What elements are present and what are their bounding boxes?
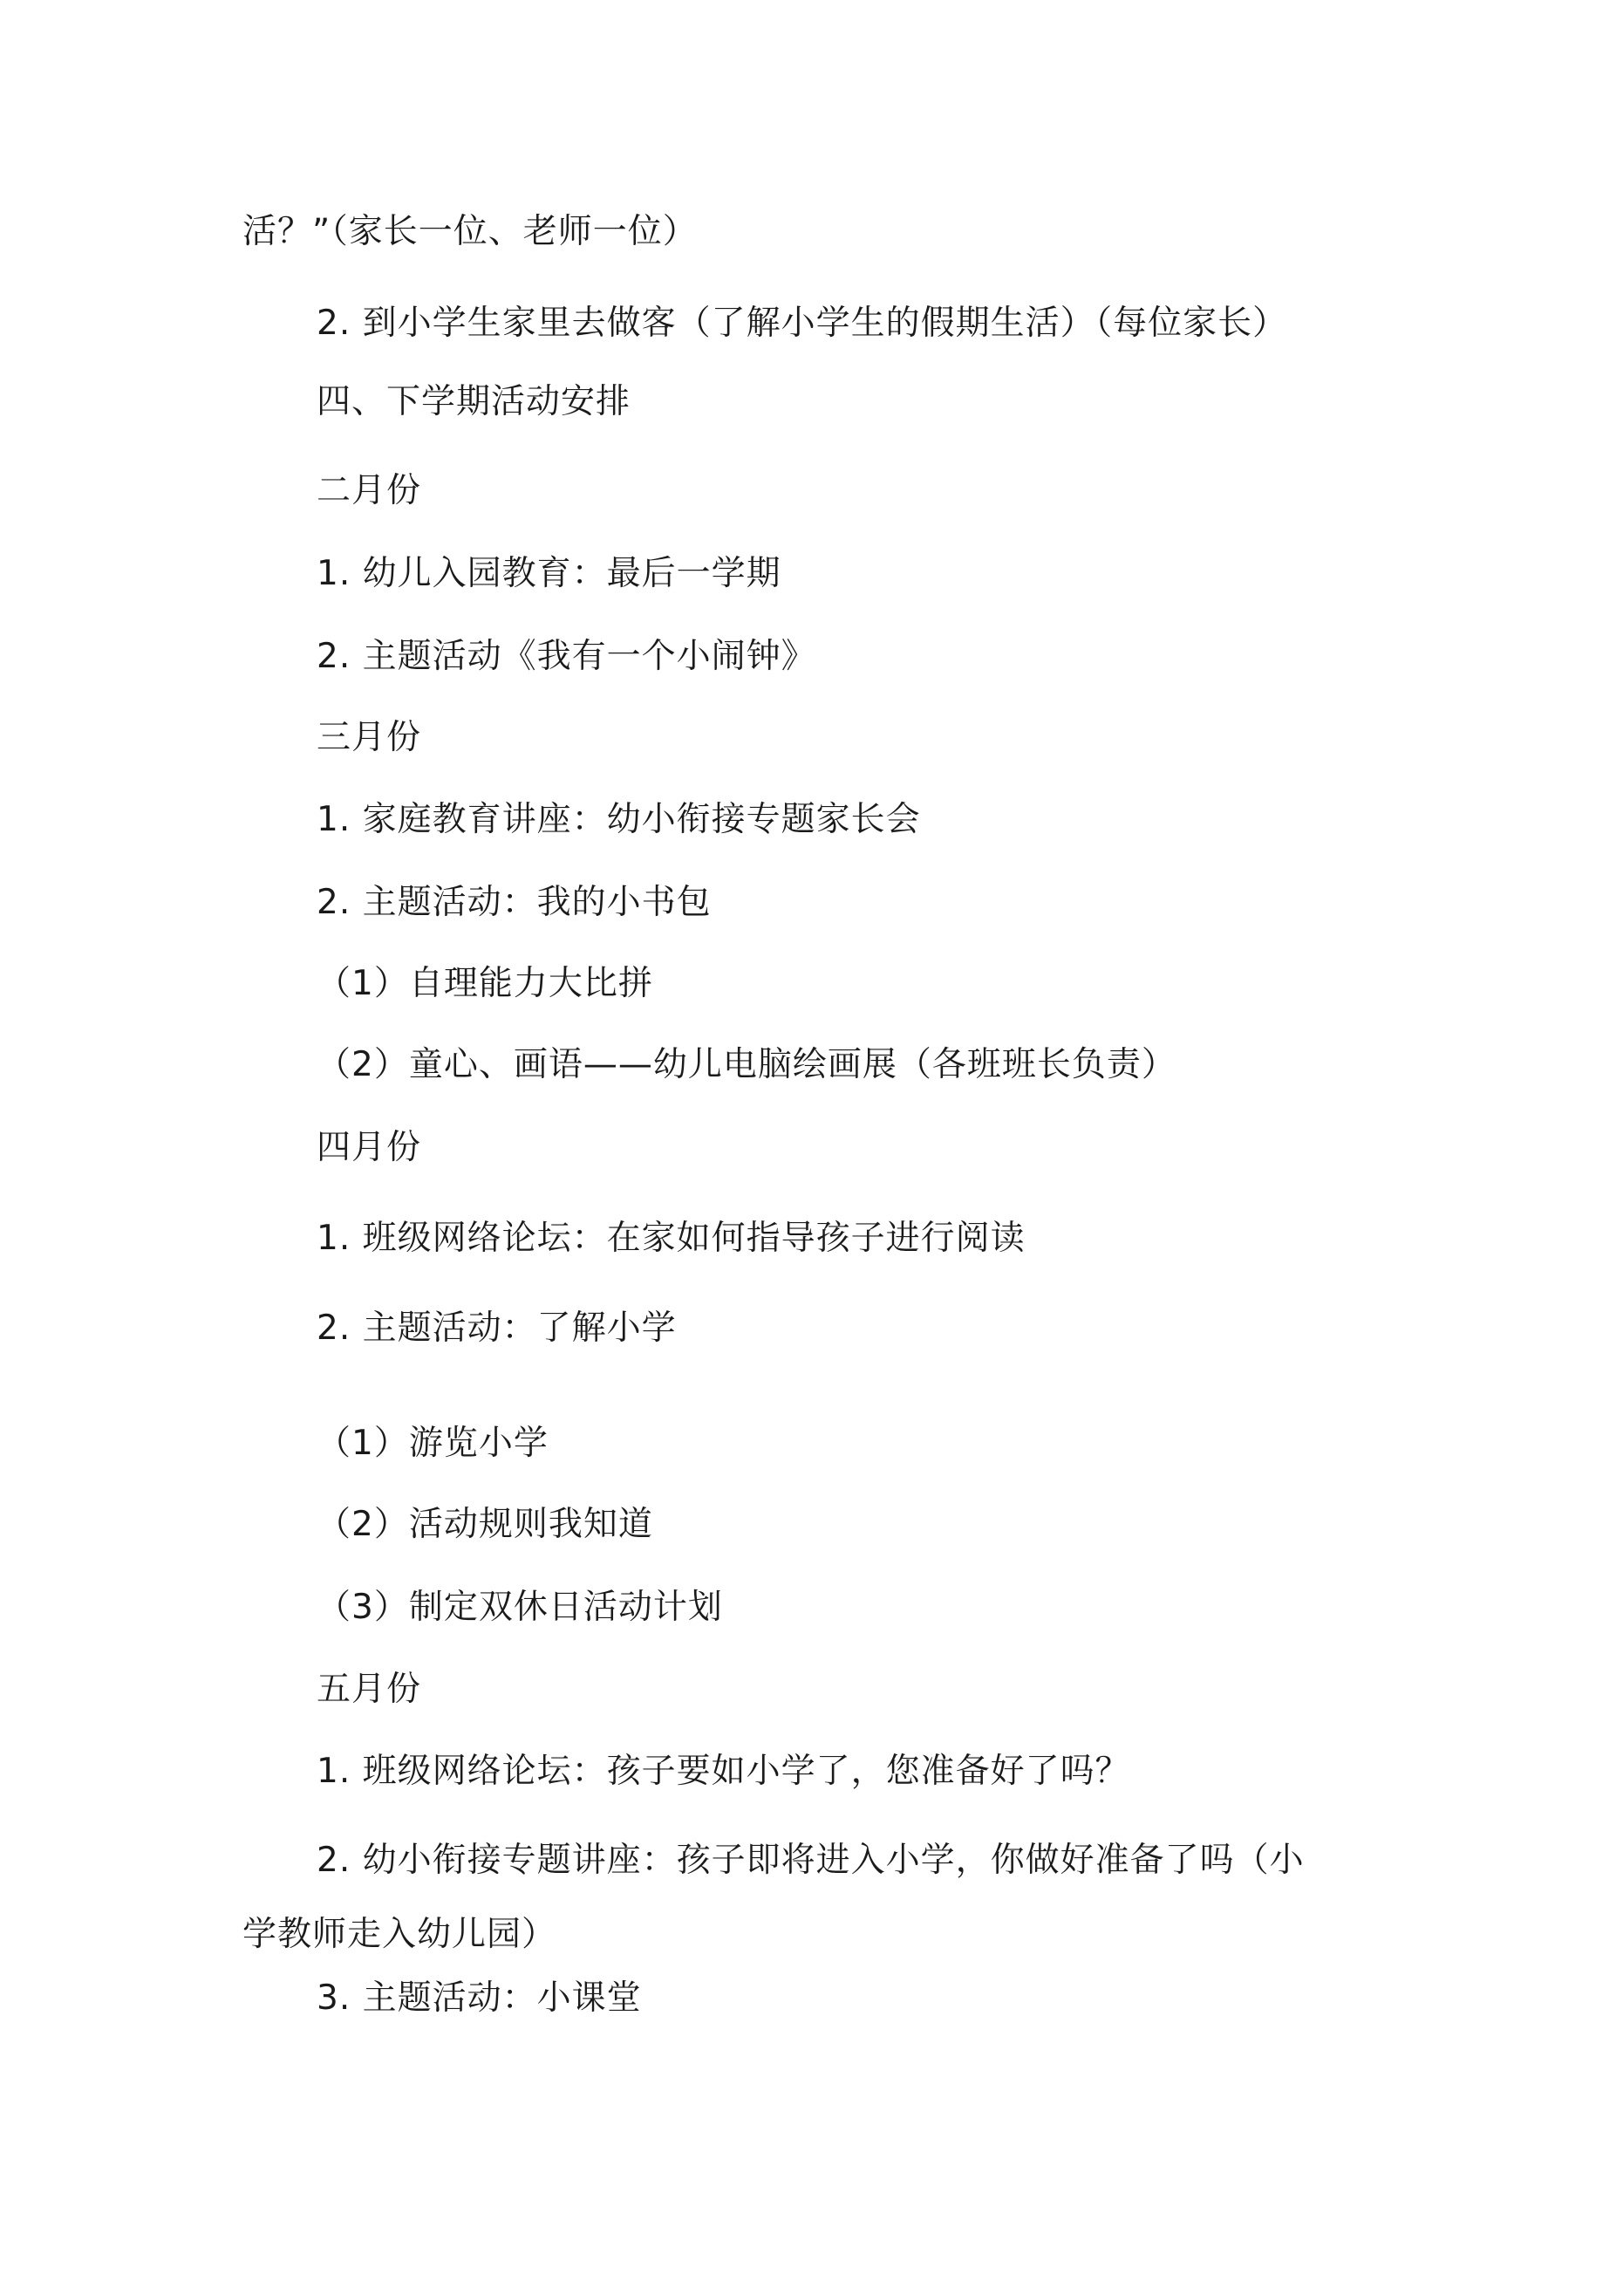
- month-heading: 三月份: [317, 718, 422, 757]
- month-heading: 二月份: [317, 471, 422, 510]
- text-line: 2. 主题活动：我的小书包: [317, 883, 712, 922]
- text-line: （1）游览小学: [317, 1424, 549, 1463]
- text-line: 1. 幼儿入园教育：最后一学期: [317, 554, 781, 593]
- text-line: 2. 主题活动《我有一个小闹钟》: [317, 637, 816, 676]
- text-line: 1. 班级网络论坛：在家如何指导孩子进行阅读: [317, 1219, 1026, 1258]
- text-line: 2. 到小学生家里去做客（了解小学生的假期生活）（每位家长）: [317, 304, 1288, 343]
- text-line: （2）童心、画语——幼儿电脑绘画展（各班班长负责）: [317, 1045, 1176, 1084]
- text-line: （2）活动规则我知道: [317, 1505, 653, 1544]
- text-line: （1）自理能力大比拼: [317, 964, 653, 1003]
- text-line: 2. 幼小衔接专题讲座：孩子即将进入小学，你做好准备了吗（小: [317, 1841, 1305, 1880]
- month-heading: 五月份: [317, 1670, 422, 1709]
- text-line: 1. 家庭教育讲座：幼小衔接专题家长会: [317, 800, 921, 839]
- text-line: 3. 主题活动：小课堂: [317, 1978, 642, 2018]
- text-line: 1. 班级网络论坛：孩子要如小学了，您准备好了吗？: [317, 1752, 1130, 1791]
- text-line: 2. 主题活动：了解小学: [317, 1309, 677, 1348]
- text-line: 学教师走入幼儿园）: [242, 1915, 557, 1954]
- text-line: （3）制定双休日活动计划: [317, 1588, 723, 1627]
- month-heading: 四月份: [317, 1128, 422, 1167]
- text-line: 活？”（家长一位、老师一位）: [242, 212, 698, 251]
- section-heading: 四、下学期活动安排: [317, 382, 631, 421]
